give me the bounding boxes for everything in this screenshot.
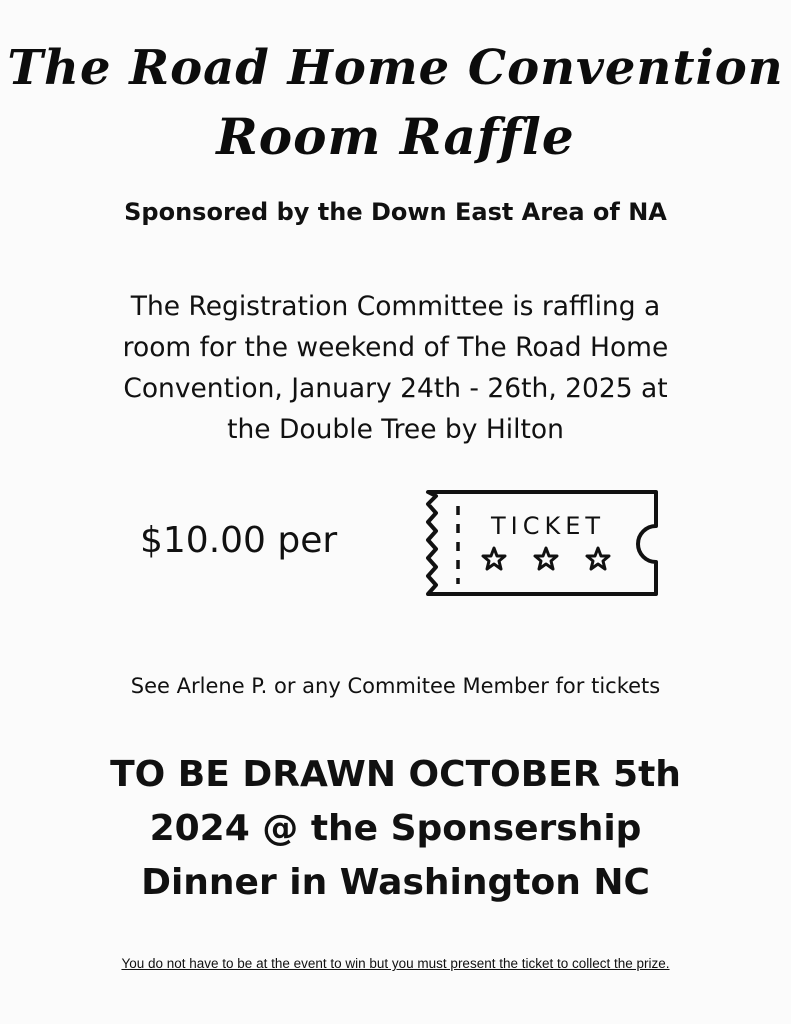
star-icon — [587, 548, 609, 569]
description-line: the Double Tree by Hilton — [227, 414, 564, 445]
title-line-1: The Road Home Convention — [7, 40, 784, 96]
star-icon — [483, 548, 505, 569]
ticket-label: TICKET — [490, 512, 606, 540]
footer-disclaimer: You do not have to be at the event to win but you must present the ticket to collect the prize. — [121, 956, 670, 971]
drawing-announcement — [0, 748, 791, 910]
ticket-outline — [428, 492, 656, 594]
sponsor-line: Sponsored by the Down East Area of NA — [124, 198, 667, 226]
description-line: room for the weekend of The Road Home — [122, 332, 669, 363]
drawing-line: TO BE DRAWN OCTOBER 5th — [110, 754, 681, 795]
drawing-line: Dinner in Washington NC — [141, 862, 650, 903]
star-icon — [535, 548, 557, 569]
description-line: Convention, January 24th - 26th, 2025 at — [123, 373, 668, 404]
description-line: The Registration Committee is raffling a — [130, 291, 661, 322]
title-line-2: Room Raffle — [216, 107, 575, 166]
ticket-stars — [483, 548, 609, 569]
description — [40, 286, 751, 450]
ticket-icon — [420, 486, 662, 600]
contact-line: See Arlene P. or any Commitee Member for tickets — [130, 674, 661, 698]
ticket-price: $10.00 per — [140, 520, 338, 561]
drawing-line: 2024 @ the Sponsership — [149, 808, 642, 849]
